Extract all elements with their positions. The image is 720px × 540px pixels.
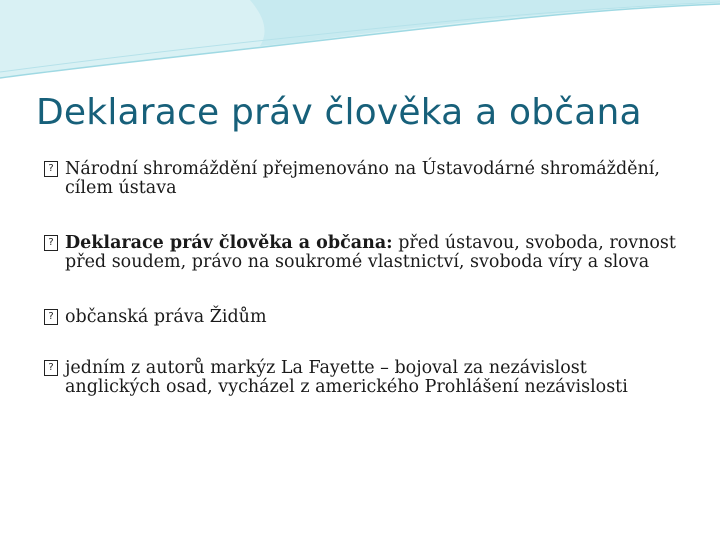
bullet-item xyxy=(44,359,684,397)
header-wave-decoration xyxy=(0,0,720,90)
bullet-item xyxy=(44,160,684,198)
bullet-bold-text: Deklarace práv člověka a občana: xyxy=(65,233,393,253)
bullet-item xyxy=(44,308,684,327)
missing-glyph-icon xyxy=(44,360,58,376)
missing-glyph-icon xyxy=(44,309,58,325)
page-title: Deklarace práv člověka a občana xyxy=(36,92,642,133)
bullet-item xyxy=(44,234,684,272)
bullet-text: Národní shromáždění přejmenováno na Ústavodárné shromáždění, cílem ústava xyxy=(65,159,660,198)
bullet-list xyxy=(44,160,684,433)
missing-glyph-icon xyxy=(44,235,58,251)
missing-glyph-icon xyxy=(44,161,58,177)
bullet-text: občanská práva Židům xyxy=(65,307,267,327)
bullet-text: jedním z autorů markýz La Fayette – bojoval za nezávislost anglických osad, vycházel z amerického Prohlášení nezávislosti xyxy=(65,358,628,397)
bullet-text: před ústavou, svoboda, rovnost před soudem, právo na soukromé vlastnictví, svoboda víry a slova xyxy=(65,233,676,272)
